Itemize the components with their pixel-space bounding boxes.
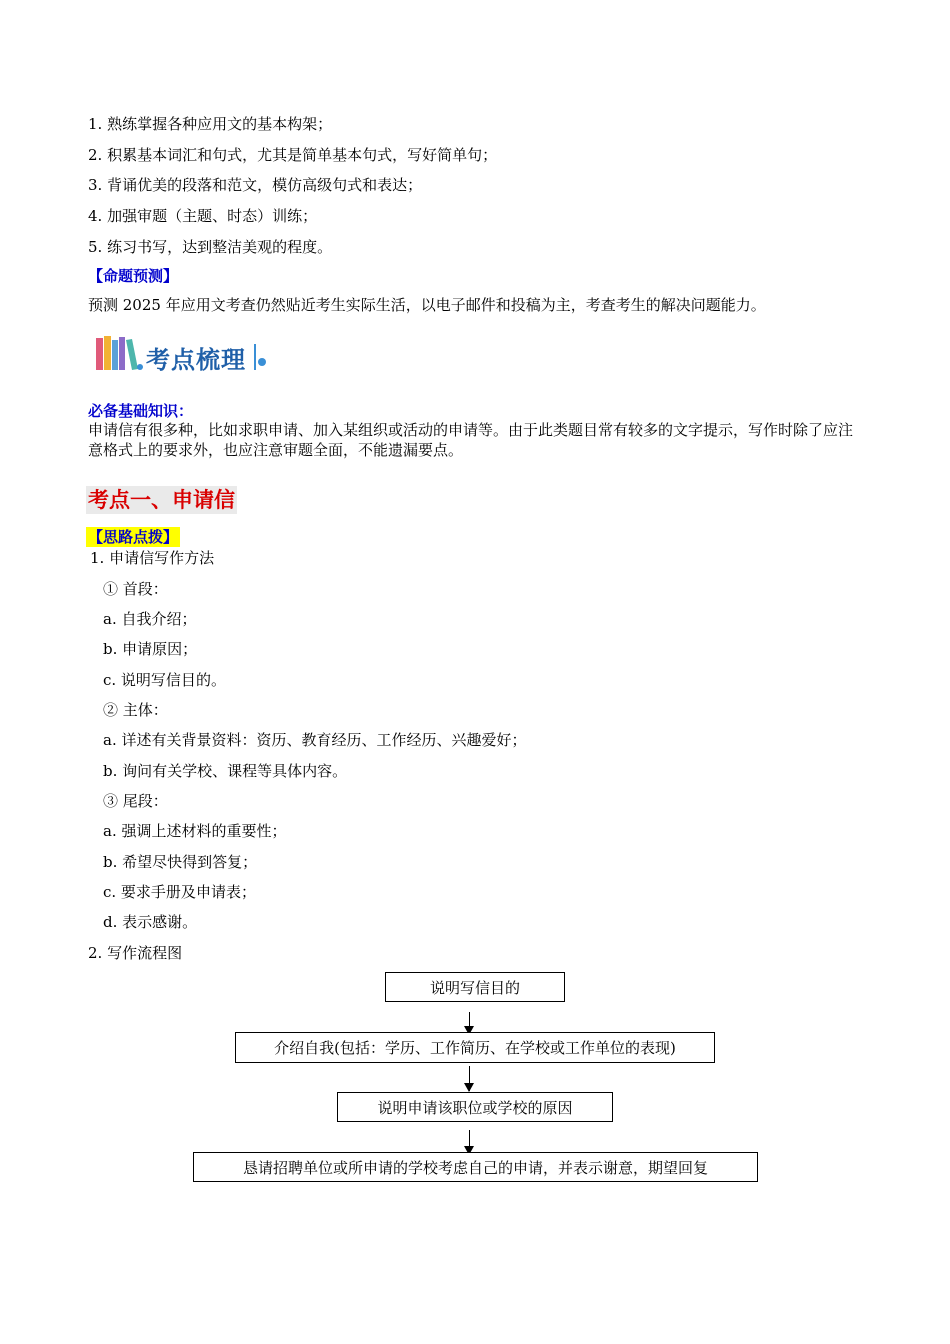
method-line: a. 强调上述材料的重要性；: [103, 822, 287, 840]
flow-arrow: [469, 1012, 470, 1034]
method-line: b. 申请原因；: [103, 640, 198, 658]
method-line: c. 说明写信目的。: [103, 671, 226, 689]
method-line: ① 首段：: [103, 580, 168, 598]
prediction-label: 【命题预测】: [88, 267, 179, 285]
intro-item-2: 2. 积累基本词汇和句式，尤其是简单基本句式，写好简单句；: [88, 146, 498, 164]
method-line: c. 要求手册及申请表；: [103, 883, 256, 901]
flow-step-1: 说明写信目的: [385, 972, 565, 1002]
method-line: ② 主体：: [103, 701, 168, 719]
intro-item-3: 3. 背诵优美的段落和范文，模仿高级句式和表达；: [88, 176, 423, 194]
method-line: b. 希望尽快得到答复；: [103, 853, 258, 871]
flow-arrow: [469, 1066, 470, 1091]
method-title: 1. 申请信写作方法: [90, 549, 215, 567]
method-line: ③ 尾段：: [103, 792, 168, 810]
section-title: 考点一、申请信: [88, 487, 235, 512]
flow-step-4: 恳请招聘单位或所申请的学校考虑自己的申请，并表示谢意，期望回复: [193, 1152, 758, 1182]
intro-item-5: 5. 练习书写，达到整洁美观的程度。: [88, 238, 333, 256]
section-logo: [94, 334, 274, 376]
flow-step-3: 说明申请该职位或学校的原因: [337, 1092, 613, 1122]
flow-arrow: [469, 1130, 470, 1154]
method-line: b. 询问有关学校、课程等具体内容。: [103, 762, 348, 780]
prediction-text: 预测 2025 年应用文考查仍然贴近考生实际生活，以电子邮件和投稿为主，考查考生的解决问题能力。: [88, 296, 766, 314]
flow-step-2: 介绍自我(包括：学历、工作简历、在学校或工作单位的表现): [235, 1032, 715, 1063]
intro-item-1: 1. 熟练掌握各种应用文的基本构架；: [88, 115, 333, 133]
logo-text: 考点梳理: [146, 346, 246, 374]
basics-text: 申请信有很多种，比如求职申请、加入某组织或活动的申请等。由于此类题目常有较多的文字提示，写作时除了应注意格式上的要求外，也应注意审题全面，不能遗漏要点。: [88, 421, 854, 459]
flow-title: 2. 写作流程图: [88, 944, 183, 962]
tips-label: 【思路点拨】: [88, 528, 179, 546]
method-line: d. 表示感谢。: [103, 913, 198, 931]
intro-item-4: 4. 加强审题（主题、时态）训练；: [88, 207, 318, 225]
method-line: a. 自我介绍；: [103, 610, 197, 628]
basics-label: 必备基础知识：: [88, 402, 194, 420]
method-line: a. 详述有关背景资料：资历、教育经历、工作经历、兴趣爱好；: [103, 731, 527, 749]
